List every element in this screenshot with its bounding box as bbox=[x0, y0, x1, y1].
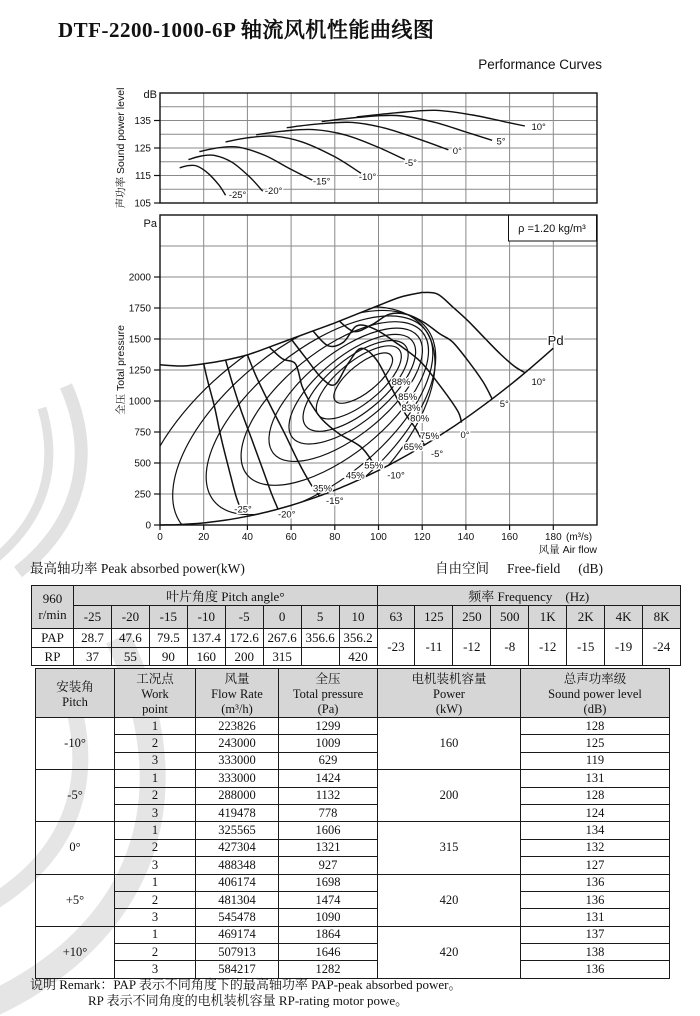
pressure-ytick: 750 bbox=[134, 427, 151, 439]
workpoint-col-header: 电机装机容量 Power (kW) bbox=[378, 669, 521, 718]
remark-note bbox=[30, 977, 462, 1008]
freq-value: -8 bbox=[491, 629, 529, 666]
power-value: 160 bbox=[378, 718, 521, 770]
pitch-curve-label: -25° bbox=[234, 504, 252, 516]
pitch-curve-label: 0° bbox=[460, 430, 470, 442]
pressure-ytick: 1000 bbox=[128, 396, 151, 408]
freq-value: -12 bbox=[453, 629, 491, 666]
contour-label: 83% bbox=[401, 402, 421, 414]
pressure-yunit: Pa bbox=[143, 218, 157, 230]
sound-power-level: 128 bbox=[521, 787, 670, 804]
flow-rate: 427304 bbox=[196, 839, 279, 856]
flow-xtick: 60 bbox=[285, 532, 297, 543]
pitch-curve-label: -10° bbox=[387, 470, 405, 482]
rpm-cell: 960 r/min bbox=[32, 586, 74, 629]
pitch-curve-label: -20° bbox=[277, 509, 296, 521]
flow-xunit: (m³/s) bbox=[566, 532, 593, 543]
pitch-value: -10° bbox=[36, 718, 115, 770]
total-pressure: 1606 bbox=[279, 822, 378, 839]
power-value: 420 bbox=[378, 926, 521, 978]
pap-value: 172.6 bbox=[225, 629, 263, 648]
pitch-curve--25° bbox=[204, 364, 243, 515]
pitch-curve-label: -5° bbox=[430, 449, 444, 461]
rp-value: 420 bbox=[339, 648, 377, 666]
pitch-value: +10° bbox=[36, 926, 115, 978]
flow-xtick: 140 bbox=[457, 532, 475, 543]
freq-value: -23 bbox=[377, 629, 415, 666]
pd-curve bbox=[160, 348, 553, 525]
rp-value: 200 bbox=[225, 648, 263, 666]
total-pressure: 778 bbox=[279, 804, 378, 821]
pitch-curve--10° bbox=[269, 347, 378, 470]
sound-curve--20° bbox=[188, 155, 262, 191]
work-point: 2 bbox=[115, 839, 196, 856]
work-point: 1 bbox=[115, 822, 196, 839]
pap-value: 137.4 bbox=[187, 629, 225, 648]
rp-value: 55 bbox=[111, 648, 149, 666]
sound-power-level: 125 bbox=[521, 735, 670, 752]
pressure-ytick: 250 bbox=[134, 489, 151, 501]
freq-col-header: 2K bbox=[567, 606, 605, 629]
sound-ytick: 125 bbox=[134, 143, 151, 155]
freq-col-header: 8K bbox=[643, 606, 681, 629]
pitch-col-header: 10 bbox=[339, 606, 377, 629]
remark-line-1: 说明 Remark：PAP 表示不同角度下的最高轴功率 PAP-peak absorbed power。 bbox=[30, 977, 462, 992]
sound-ytick: 105 bbox=[134, 198, 151, 210]
pitch-col-header: -25 bbox=[74, 606, 112, 629]
table-row bbox=[36, 944, 670, 961]
contour-label: 45% bbox=[345, 470, 365, 482]
work-point: 1 bbox=[115, 874, 196, 891]
pressure-ytick: 2000 bbox=[128, 272, 151, 284]
workpoint-col-header: 总声功率级 Sound power level (dB) bbox=[521, 669, 670, 718]
pitch-col-header: 5 bbox=[301, 606, 339, 629]
flow-xtick: 80 bbox=[329, 532, 341, 543]
pitch-col-header: -10 bbox=[187, 606, 225, 629]
sound-curve-label: 0° bbox=[452, 145, 462, 157]
flow-rate: 243000 bbox=[196, 735, 279, 752]
contour-label: 88% bbox=[391, 376, 411, 388]
contour-label: 35% bbox=[312, 483, 332, 495]
flow-rate: 333000 bbox=[196, 770, 279, 787]
table-row bbox=[36, 735, 670, 752]
rp-value bbox=[301, 648, 339, 666]
contour-label: 80% bbox=[410, 413, 430, 425]
table-row bbox=[36, 669, 670, 718]
pressure-ytick: 0 bbox=[145, 520, 151, 532]
pap-value: 28.7 bbox=[74, 629, 112, 648]
sound-yunit: dB bbox=[143, 89, 157, 101]
freq-col-header: 500 bbox=[491, 606, 529, 629]
sound-power-level: 136 bbox=[521, 891, 670, 908]
free-field-cn: 自由空间 bbox=[435, 561, 489, 576]
flow-xtick: 100 bbox=[370, 532, 387, 543]
pitch-value: 0° bbox=[36, 822, 115, 874]
contour-label: 85% bbox=[398, 391, 418, 403]
pitch-curve--15° bbox=[247, 355, 319, 496]
work-point: 3 bbox=[115, 909, 196, 926]
pressure-ytick: 1500 bbox=[128, 334, 151, 346]
workpoint-col-header: 工况点 Work point bbox=[115, 669, 196, 718]
table-row bbox=[32, 606, 681, 629]
contour-label: 65% bbox=[403, 441, 423, 453]
sound-ytick: 115 bbox=[135, 171, 151, 182]
freq-value: -12 bbox=[529, 629, 567, 666]
flow-rate: 488348 bbox=[196, 857, 279, 874]
sound-power-level: 119 bbox=[521, 752, 670, 769]
sound-curve-label: -5° bbox=[404, 157, 417, 169]
flow-rate: 584217 bbox=[196, 961, 279, 978]
pitch-curve-label: 5° bbox=[499, 399, 509, 411]
table-row bbox=[36, 926, 670, 943]
table-row bbox=[36, 804, 670, 821]
free-field-unit: (dB) bbox=[578, 561, 603, 576]
pitch-value: -5° bbox=[36, 770, 115, 822]
flow-rate: 288000 bbox=[196, 787, 279, 804]
sound-ytick: 135 bbox=[134, 116, 151, 127]
pitch-angle-header: 叶片角度 Pitch angle° bbox=[74, 586, 378, 606]
sound-curve-label: -20° bbox=[264, 186, 283, 198]
table-row bbox=[32, 629, 681, 648]
sound-power-level: 134 bbox=[521, 822, 670, 839]
page-title: DTF-2200-1000-6P 轴流风机性能曲线图 bbox=[58, 18, 435, 42]
pitch-col-header: -20 bbox=[111, 606, 149, 629]
total-pressure: 1132 bbox=[279, 787, 378, 804]
sound-power-level: 137 bbox=[521, 926, 670, 943]
table-row bbox=[36, 874, 670, 891]
flow-xtick: 120 bbox=[413, 532, 431, 543]
table-row bbox=[36, 718, 670, 735]
sound-power-level: 136 bbox=[521, 874, 670, 891]
total-pressure: 1864 bbox=[279, 926, 378, 943]
sound-power-level: 127 bbox=[521, 857, 670, 874]
subtitle-performance-curves: Performance Curves bbox=[478, 57, 602, 72]
table-row bbox=[36, 822, 670, 839]
sound-curve--25° bbox=[180, 165, 226, 195]
work-point: 3 bbox=[115, 752, 196, 769]
sound-curve-5° bbox=[322, 115, 492, 140]
table-row bbox=[36, 909, 670, 926]
flow-rate: 325565 bbox=[196, 822, 279, 839]
work-point-table bbox=[35, 668, 670, 979]
flow-xtick: 0 bbox=[157, 532, 163, 543]
pap-value: 267.6 bbox=[263, 629, 301, 648]
table-row bbox=[36, 752, 670, 769]
total-pressure: 1474 bbox=[279, 891, 378, 908]
flow-xtick: 180 bbox=[544, 532, 562, 543]
row-label-rp: RP bbox=[32, 648, 74, 666]
total-pressure: 1282 bbox=[279, 961, 378, 978]
remark-line-2: RP 表示不同角度的电机装机容量 RP-rating motor powe。 bbox=[88, 992, 409, 1008]
sound-power-level: 128 bbox=[521, 718, 670, 735]
work-point: 1 bbox=[115, 718, 196, 735]
rp-value: 160 bbox=[187, 648, 225, 666]
sound-curve-label: -15° bbox=[312, 176, 331, 188]
workpoint-col-header: 风量 Flow Rate (m³/h) bbox=[196, 669, 279, 718]
contour-label: 55% bbox=[364, 460, 384, 472]
flow-rate: 223826 bbox=[196, 718, 279, 735]
flow-rate: 406174 bbox=[196, 874, 279, 891]
flow-rate: 469174 bbox=[196, 926, 279, 943]
contour-label: 75% bbox=[420, 430, 440, 442]
work-point: 1 bbox=[115, 770, 196, 787]
peak-power-frequency-table bbox=[31, 585, 681, 666]
peak-power-caption: 最高轴功率 Peak absorbed power(kW) bbox=[30, 561, 245, 576]
table-row bbox=[36, 857, 670, 874]
table-row bbox=[36, 891, 670, 908]
density-note: ρ =1.20 kg/m³ bbox=[518, 223, 586, 235]
work-point: 2 bbox=[115, 891, 196, 908]
total-pressure: 1090 bbox=[279, 909, 378, 926]
rp-value: 315 bbox=[263, 648, 301, 666]
flow-rate: 507913 bbox=[196, 944, 279, 961]
sound-curve-label: 10° bbox=[531, 121, 546, 133]
total-pressure: 1646 bbox=[279, 944, 378, 961]
table-row bbox=[36, 839, 670, 856]
freq-col-header: 125 bbox=[415, 606, 453, 629]
freq-value: -15 bbox=[567, 629, 605, 666]
frequency-header: 频率 Frequency (Hz) bbox=[377, 586, 681, 606]
table-row bbox=[36, 770, 670, 787]
freq-col-header: 1K bbox=[529, 606, 567, 629]
pitch-col-header: -5 bbox=[225, 606, 263, 629]
sound-power-level: 138 bbox=[521, 944, 670, 961]
pap-value: 79.5 bbox=[149, 629, 187, 648]
flow-rate: 545478 bbox=[196, 909, 279, 926]
sound-power-level: 132 bbox=[521, 839, 670, 856]
sound-power-level: 131 bbox=[521, 909, 670, 926]
freq-col-header: 250 bbox=[453, 606, 491, 629]
flow-xtick: 160 bbox=[501, 532, 518, 543]
pap-value: 47.6 bbox=[111, 629, 149, 648]
flow-axis-title: 风量 Air flow bbox=[538, 544, 597, 556]
flow-rate: 333000 bbox=[196, 752, 279, 769]
pitch-curve-label: 10° bbox=[531, 376, 546, 388]
row-label-pap: PAP bbox=[32, 629, 74, 648]
flow-xtick: 40 bbox=[241, 532, 253, 543]
pap-value: 356.6 bbox=[301, 629, 339, 648]
table-row bbox=[32, 586, 681, 606]
pressure-ytick: 500 bbox=[134, 458, 151, 470]
freq-value: -19 bbox=[605, 629, 643, 666]
workpoint-col-header: 安装角 Pitch bbox=[36, 669, 115, 718]
flow-rate: 419478 bbox=[196, 804, 279, 821]
free-field-caption bbox=[435, 557, 621, 577]
work-point: 2 bbox=[115, 944, 196, 961]
pitch-curve-label: -15° bbox=[326, 495, 344, 507]
rp-value: 90 bbox=[149, 648, 187, 666]
sound-curve-label: 5° bbox=[496, 136, 506, 148]
flow-xtick: 20 bbox=[198, 532, 210, 543]
freq-col-header: 4K bbox=[605, 606, 643, 629]
sound-power-level: 131 bbox=[521, 770, 670, 787]
workpoint-col-header: 全压 Total pressure (Pa) bbox=[279, 669, 378, 718]
freq-value: -24 bbox=[643, 629, 681, 666]
pap-value: 356.2 bbox=[339, 629, 377, 648]
flow-rate: 481304 bbox=[196, 891, 279, 908]
table-row bbox=[36, 787, 670, 804]
power-value: 420 bbox=[378, 874, 521, 926]
work-point: 3 bbox=[115, 804, 196, 821]
power-value: 315 bbox=[378, 822, 521, 874]
pressure-ytick: 1250 bbox=[128, 365, 151, 377]
work-point: 2 bbox=[115, 735, 196, 752]
pitch-col-header: -15 bbox=[149, 606, 187, 629]
free-field-en: Free-field bbox=[507, 561, 561, 576]
sound-power-chart bbox=[114, 88, 597, 210]
work-point: 3 bbox=[115, 857, 196, 874]
total-pressure: 1009 bbox=[279, 735, 378, 752]
total-pressure: 629 bbox=[279, 752, 378, 769]
total-pressure: 1299 bbox=[279, 718, 378, 735]
sound-curve-label: -25° bbox=[228, 190, 247, 202]
freq-value: -11 bbox=[415, 629, 453, 666]
rp-value: 37 bbox=[74, 648, 112, 666]
pd-curve-label: Pd bbox=[547, 332, 564, 348]
total-pressure: 1698 bbox=[279, 874, 378, 891]
freq-col-header: 63 bbox=[377, 606, 415, 629]
total-pressure: 1424 bbox=[279, 770, 378, 787]
power-value: 200 bbox=[378, 770, 521, 822]
work-point: 1 bbox=[115, 926, 196, 943]
sound-power-level: 136 bbox=[521, 961, 670, 978]
work-point: 2 bbox=[115, 787, 196, 804]
total-pressure: 927 bbox=[279, 857, 378, 874]
sound-curve-label: -10° bbox=[358, 171, 377, 183]
pressure-ytick: 1750 bbox=[128, 303, 151, 315]
sound-power-level: 124 bbox=[521, 804, 670, 821]
pitch-col-header: 0 bbox=[263, 606, 301, 629]
work-point: 3 bbox=[115, 961, 196, 978]
sound-axis-title: 声功率 Sound power level bbox=[115, 87, 127, 209]
total-pressure: 1321 bbox=[279, 839, 378, 856]
pitch-value: +5° bbox=[36, 874, 115, 926]
sound-curve--10° bbox=[226, 136, 361, 173]
pressure-axis-title: 全压 Total pressure bbox=[115, 325, 127, 415]
table-row bbox=[36, 961, 670, 978]
